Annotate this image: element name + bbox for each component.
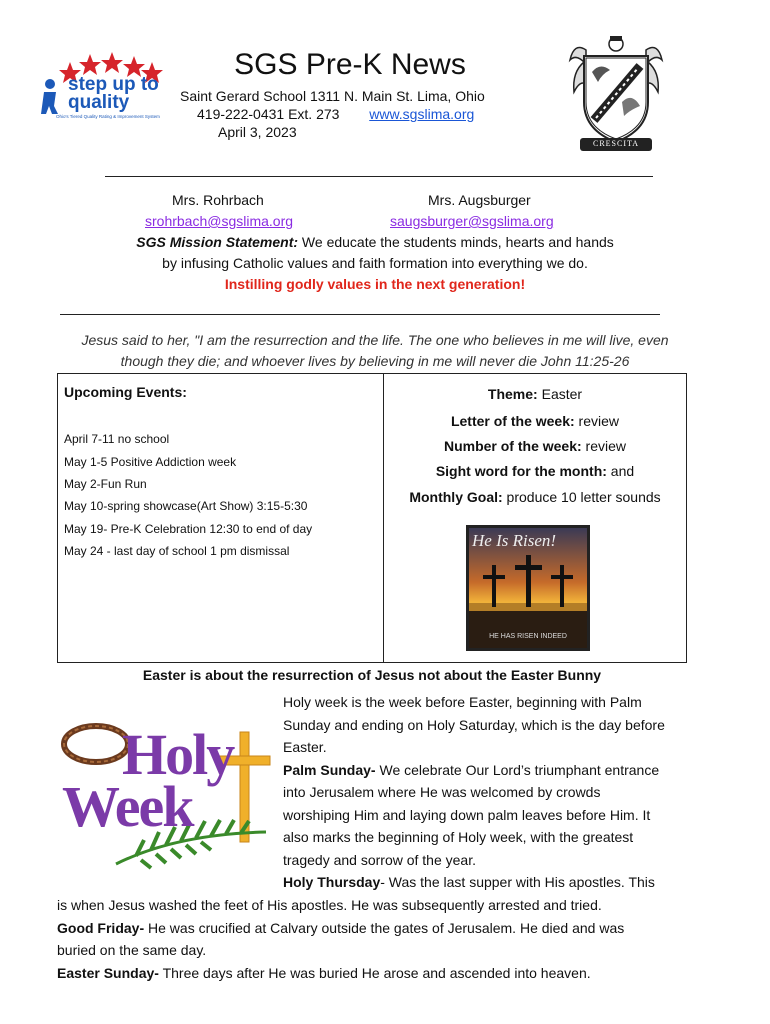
crest-banner: CRESCITA <box>592 139 640 148</box>
image-caption: HE HAS RISEN INDEED <box>489 633 567 640</box>
event-item: May 10-spring showcase(Art Show) 3:15-5:30 <box>64 499 308 513</box>
header-divider <box>105 176 653 177</box>
holy-thursday-label: Holy Thursday <box>283 874 381 890</box>
event-item: May 2-Fun Run <box>64 477 147 491</box>
text-line: also marks the beginning of Holy week, with the greatest <box>283 829 634 845</box>
letter-label: Letter of the week: <box>450 413 575 429</box>
events-heading: Upcoming Events: <box>64 384 187 400</box>
text-line: is when Jesus washed the feet of His apostles. He was subsequently arrested and tried. <box>57 897 602 913</box>
holy-week-clipart <box>56 714 280 874</box>
letter-value: review <box>574 413 620 429</box>
sight-value: and <box>606 463 635 479</box>
good-friday-label: Good Friday- <box>57 919 145 936</box>
sight-word-line <box>383 463 687 479</box>
number-value: review <box>581 438 627 454</box>
goal-value: produce 10 letter sounds <box>502 489 661 505</box>
mission-motto: Instilling godly values in the next generation! <box>224 276 526 292</box>
school-address-block <box>180 87 485 141</box>
image-title: He Is Risen! <box>472 531 557 550</box>
teacher-1-name: Mrs. Rohrbach <box>172 192 264 208</box>
holy-week-text <box>283 691 713 894</box>
teacher-1-email[interactable]: srohrbach@sgslima.org <box>145 213 294 229</box>
event-item: May 24 - last day of school 1 pm dismissal <box>64 544 290 558</box>
mission-divider <box>60 314 660 315</box>
contact-line <box>180 105 485 123</box>
easter-sunday-label: Easter Sunday- <box>57 964 159 981</box>
mission-text-2: by infusing Catholic values and faith formation into everything we do. <box>162 255 588 271</box>
sight-label: Sight word for the month: <box>435 463 607 479</box>
text-line: Three days after He was buried He arose and ascended into heaven. <box>158 964 591 981</box>
event-item: May 1-5 Positive Addiction week <box>64 455 237 469</box>
palm-sunday-label: Palm Sunday- <box>283 761 376 778</box>
text-line: into Jerusalem where He was welcomed by crowds <box>283 784 601 800</box>
event-item: April 7-11 no school <box>64 432 170 446</box>
event-item: May 19- Pre-K Celebration 12:30 to end of day <box>64 522 313 536</box>
website-link[interactable]: www.sgslima.org <box>369 106 475 122</box>
goal-line <box>383 489 687 505</box>
text-line: Holy week is the week before Easter, beginning with Palm <box>283 694 642 710</box>
letter-line <box>383 413 687 429</box>
school-address: Saint Gerard School 1311 N. Main St. Lima, Ohio <box>180 88 485 104</box>
text-line: He was crucified at Calvary outside the gates of Jerusalem. He died and was <box>144 919 625 936</box>
theme-line <box>383 386 687 402</box>
goal-label: Monthly Goal: <box>409 489 503 505</box>
he-is-risen-image <box>466 525 590 651</box>
teacher-2-email[interactable]: saugsburger@sgslima.org <box>390 213 554 229</box>
quote-line-2: though they die; and whoever lives by believing in me will never die John 11:25-26 <box>120 353 630 369</box>
scripture-quote <box>55 330 695 372</box>
teacher-2-name: Mrs. Augsburger <box>428 192 531 208</box>
page-title: SGS Pre-K News <box>234 48 466 81</box>
school-crest <box>566 32 666 157</box>
full-width-text <box>57 894 717 984</box>
clipart-word-holy: Holy <box>122 722 234 787</box>
number-line <box>383 438 687 454</box>
mission-label: SGS Mission Statement: <box>136 234 299 250</box>
theme-value: Easter <box>537 386 583 402</box>
text-line: We celebrate Our Lord’s triumphant entrance <box>375 761 660 778</box>
text-line: tragedy and sorrow of the year. <box>283 851 476 868</box>
theme-label: Theme: <box>487 386 538 402</box>
clipart-word-week: Week <box>62 774 193 839</box>
logo-text: step up to quality <box>68 74 159 113</box>
text-line: buried on the same day. <box>57 942 207 958</box>
number-label: Number of the week: <box>443 438 582 454</box>
mission-statement <box>60 232 690 295</box>
mission-text-1: We educate the students minds, hearts and hands <box>298 234 614 250</box>
quote-line-1: Jesus said to her, "I am the resurrection and the life. The one who believes in me will live, even <box>81 332 669 348</box>
text-line: worshiping Him and laying down palm leaves before Him. It <box>283 806 651 823</box>
text-line: - Was the last supper with His apostles. This <box>380 874 655 890</box>
phone: 419-222-0431 Ext. 273 <box>197 106 340 122</box>
text-line: Sunday and ending on Holy Saturday, which is the day before <box>283 716 665 733</box>
issue-date: April 3, 2023 <box>218 124 297 140</box>
easter-heading: Easter is about the resurrection of Jesus not about the Easter Bunny <box>142 667 602 683</box>
text-line: Easter. <box>283 739 327 755</box>
logo-tagline: Ohio's Tiered Quality Rating & Improvement System <box>56 114 160 119</box>
